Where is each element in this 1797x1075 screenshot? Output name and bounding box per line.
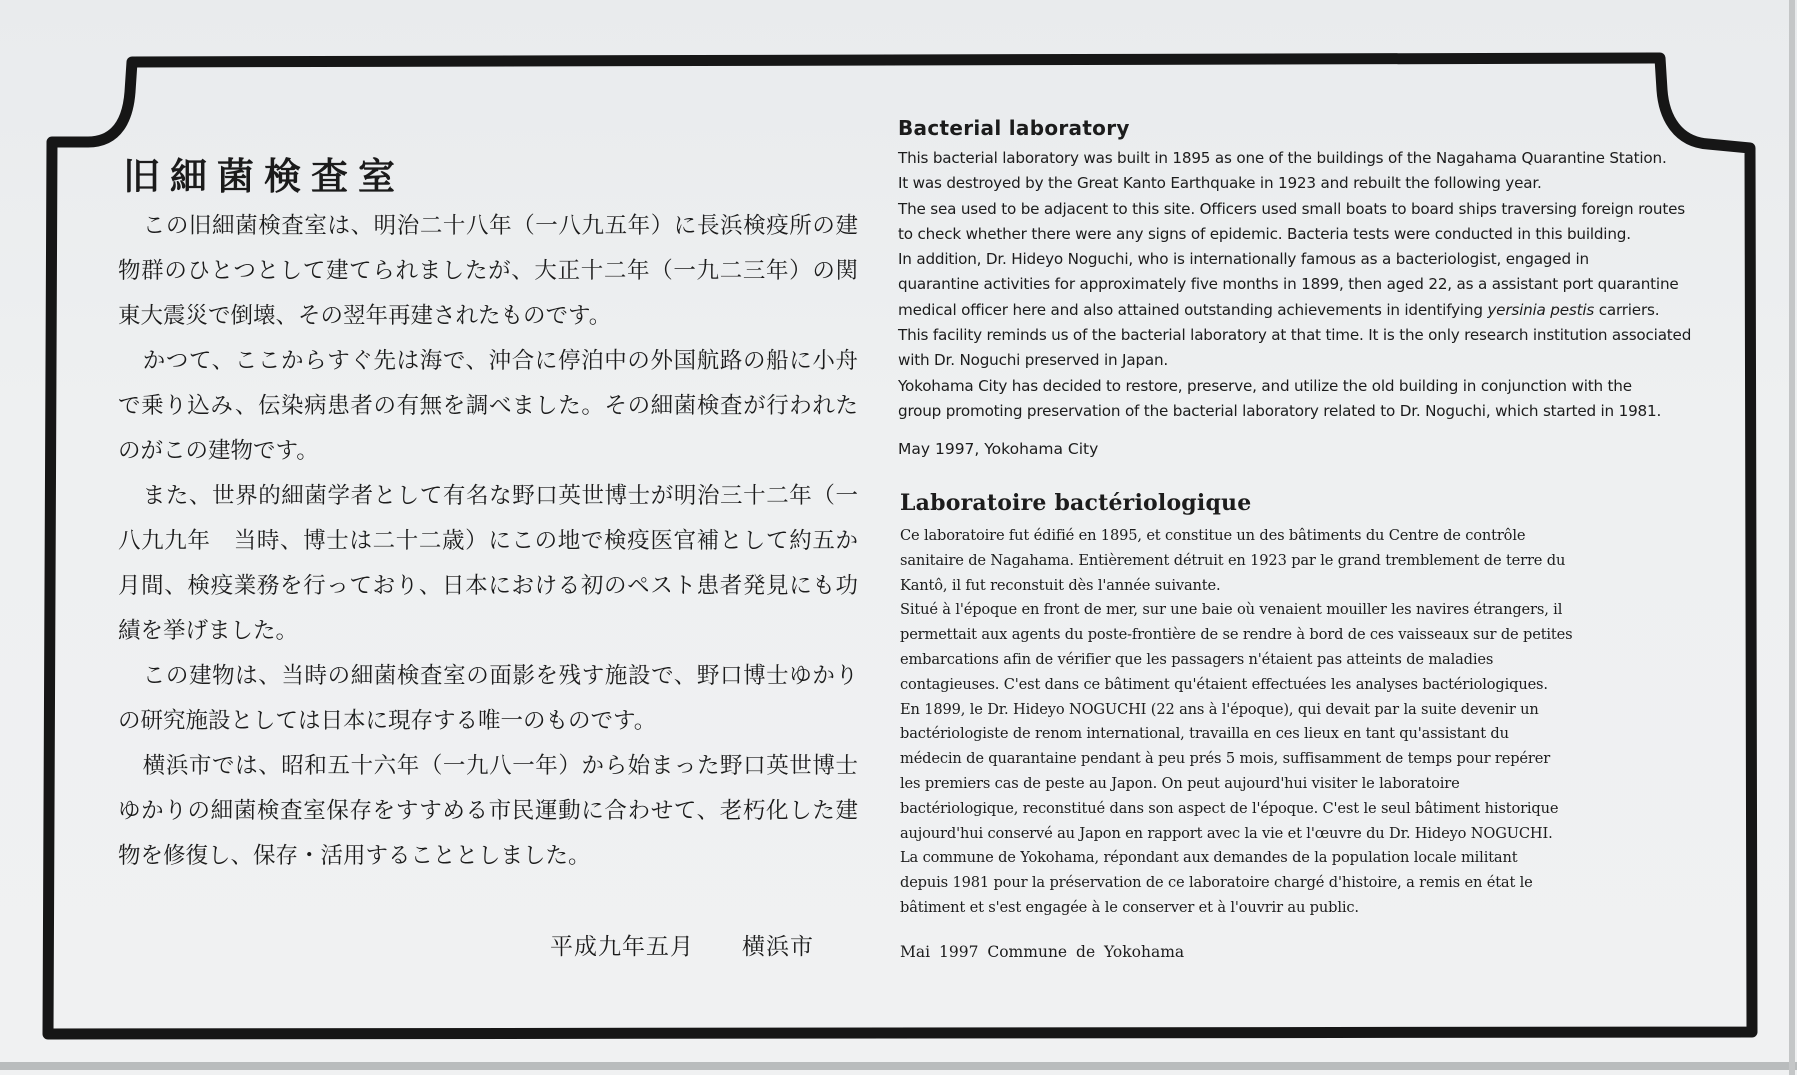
french-line: les premiers cas de peste au Japon. On peut aujourd'hui visiter le laboratoire bbox=[900, 774, 1460, 792]
french-line: embarcations afin de vérifier que les passagers n'étaient pas atteints de maladies bbox=[900, 650, 1494, 668]
french-line: Kantô, il fut reconstuit dès l'année suivante. bbox=[900, 576, 1221, 594]
french-line: En 1899, le Dr. Hideyo NOGUCHI (22 ans à l'époque), qui devait par la suite devenir un bbox=[900, 700, 1539, 718]
french-line: Ce laboratoire fut édifié en 1895, et constitue un des bâtiments du Centre de contrôle bbox=[900, 527, 1526, 544]
english-line: This bacterial laboratory was built in 1895 as one of the buildings of the Nagahama Quarantine Station. bbox=[898, 149, 1667, 167]
english-line: to check whether there were any signs of epidemic. Bacteria tests were conducted in this building. bbox=[898, 224, 1631, 243]
french-line: aujourd'hui conservé au Japon en rapport avec la vie et l'œuvre du Dr. Hideyo NOGUCHI. bbox=[900, 824, 1553, 842]
english-line: In addition, Dr. Hideyo Noguchi, who is internationally famous as a bacteriologist, engaged in bbox=[898, 250, 1589, 269]
french-line: bactériologique, reconstitué dans son aspect de l'époque. C'est le seul bâtiment historique bbox=[900, 799, 1559, 817]
english-line: This facility reminds us of the bacterial laboratory at that time. It is the only research institution associated bbox=[898, 326, 1692, 345]
french-date: Mai 1997 Commune de Yokohama bbox=[900, 942, 1185, 961]
english-line: Yokohama City has decided to restore, preserve, and utilize the old building in conjunction with the bbox=[898, 376, 1632, 395]
french-line: médecin de quarantaine pendant à peu prés 5 mois, suffisamment de temps pour repérer bbox=[900, 750, 1551, 768]
english-line: with Dr. Noguchi preserved in Japan. bbox=[898, 351, 1169, 370]
japanese-date: 平成九年五月 横浜市 bbox=[550, 934, 814, 960]
french-line: La commune de Yokohama, répondant aux demandes de la population locale militant bbox=[900, 849, 1518, 867]
french-title: Laboratoire bactériologique bbox=[900, 490, 1252, 516]
english-line: The sea used to be adjacent to this site. Officers used small boats to board ships traversing foreign routes bbox=[898, 199, 1685, 218]
english-date: May 1997, Yokohama City bbox=[898, 440, 1099, 459]
japanese-paragraph: また、世界的細菌学者として有名な野口英世博士が明治三十二年（一八九九年 当時、博士は二十二歳）にこの地で検疫医官補として約五か月間、検疫業務を行っており、日本における初のペスト患者発見にも功績を挙げました。 bbox=[118, 483, 858, 644]
english-line: It was destroyed by the Great Kanto Earthquake in 1923 and rebuilt the following year. bbox=[898, 174, 1542, 193]
french-line: sanitaire de Nagahama. Entièrement détruit en 1923 par le grand tremblement de terre du bbox=[900, 551, 1566, 569]
french-line: bâtiment et s'est engagée à le conserver et à l'ouvrir au public. bbox=[900, 898, 1359, 916]
english-line: group promoting preservation of the bacterial laboratory related to Dr. Noguchi, which started in 1981. bbox=[898, 401, 1662, 420]
english-line: medical officer here and also attained outstanding achievements in identifying bbox=[898, 300, 1488, 319]
japanese-paragraph: この建物は、当時の細菌検査室の面影を残す施設で、野口博士ゆかりの研究施設としては日本に現存する唯一のものです。 bbox=[118, 663, 858, 734]
english-section bbox=[898, 116, 1692, 470]
french-line: bactériologiste de renom international, travailla en ces lieux en tant qu'assistant du bbox=[900, 725, 1509, 743]
english-line-with-italic bbox=[898, 298, 1658, 323]
english-italic-term: yersinia pestis bbox=[1487, 300, 1595, 319]
english-title: Bacterial laboratory bbox=[898, 116, 1130, 140]
english-line-tail: carriers. bbox=[1594, 300, 1660, 319]
french-line: Situé à l'époque en front de mer, sur une baie où venaient mouiller les navires étrangers, il bbox=[900, 601, 1563, 619]
french-line: contagieuses. C'est dans ce bâtiment qu'étaient effectuées les analyses bactériologiques. bbox=[900, 675, 1548, 693]
french-section bbox=[900, 490, 1668, 961]
japanese-paragraph: この旧細菌検査室は、明治二十八年（一八九五年）に長浜検疫所の建物群のひとつとして建てられましたが、大正十二年（一九二三年）の関東大震災で倒壊、その翌年再建されたものです。 bbox=[118, 213, 858, 329]
japanese-paragraph: かつて、ここからすぐ先は海で、沖合に停泊中の外国航路の船に小舟で乗り込み、伝染病患者の有無を調べました。その細菌検査が行われたのがこの建物です。 bbox=[118, 348, 858, 464]
japanese-title: 旧細菌検査室 bbox=[123, 155, 405, 198]
japanese-section bbox=[118, 140, 858, 879]
french-line: permettait aux agents du poste-frontière de se rendre à bord de ces vaisseaux sur de petites bbox=[900, 626, 1573, 644]
japanese-paragraph: 横浜市では、昭和五十六年（一九八一年）から始まった野口英世博士ゆかりの細菌検査室保存をすすめる市民運動に合わせて、老朽化した建物を修復し、保存・活用することとしました。 bbox=[118, 753, 858, 869]
english-line: quarantine activities for approximately five months in 1899, then aged 22, as a assistant port quarantine bbox=[898, 275, 1679, 294]
french-line: depuis 1981 pour la préservation de ce laboratoire chargé d'histoire, a remis en état le bbox=[900, 874, 1533, 892]
